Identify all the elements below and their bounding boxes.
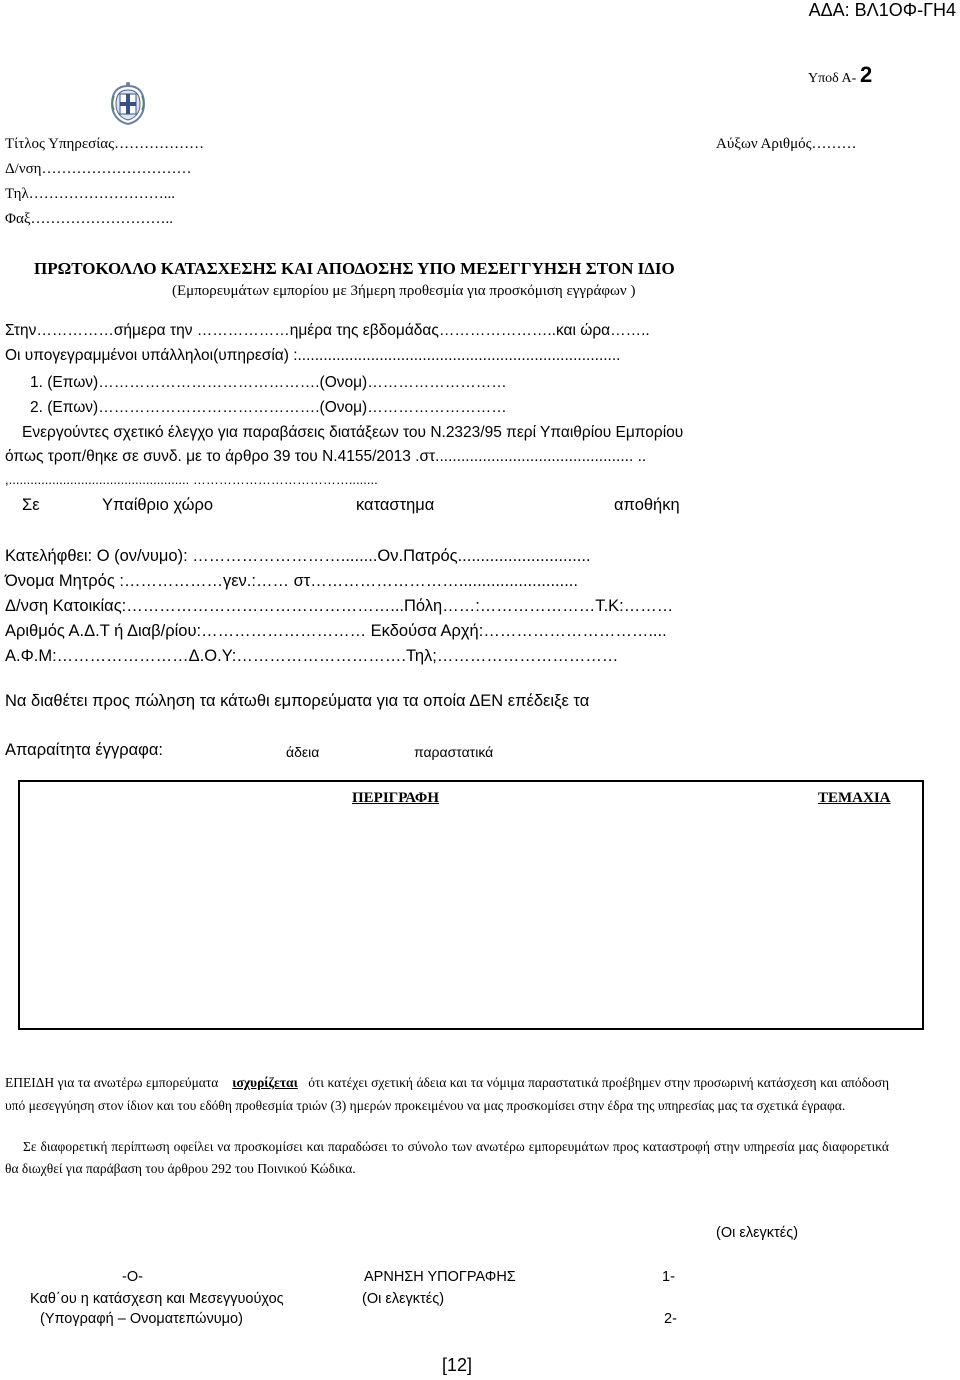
ada-stamp: ΑΔΑ: ΒΛ1ΟΦ-ΓΗ4 — [808, 0, 956, 20]
greek-emblem-icon — [108, 80, 148, 128]
place-option-outdoor: Υπαίθριο χώρο — [102, 496, 214, 514]
paragraph-part-d: σχετική άδεια και τα — [371, 1075, 484, 1090]
mother-name-line: Όνομα Μητρός :………………γεν.:…… στ……………………….......................... — [5, 572, 578, 590]
column-description: ΠΕΡΙΓΡΑΦΗ — [352, 790, 440, 806]
paragraph-rest: προέβημεν στην προσωρινή κατάσχεση και απόδοση υπό μεσεγγύηση στον ίδιον και του εδόθη προθεσμία τριών (3) ημερών προκειμένου να μας προσκομίσει στην έδρα της υπηρεσίας μας τα σχετικά έγραφα. — [5, 1075, 890, 1113]
place-option-warehouse: αποθήκη — [614, 496, 680, 514]
paragraph-part-e: νόμιμα παραστατικά — [486, 1075, 599, 1090]
id-number-line: Αριθμός Α.Δ.Τ ή Διαβ/ρίου:………………………… Εκδούσα Αρχή:………………………….... — [5, 622, 667, 640]
form-code-prefix: Υποδ Α- — [808, 71, 857, 86]
owner-label: -Ο- — [122, 1269, 143, 1285]
required-docs-license: άδεια — [286, 744, 320, 760]
destruction-paragraph: Σε διαφορετική περίπτωση οφείλει να προσκομίσει και παραδώσει το σύνολο των ανωτέρω εμπορευμάτων προς καταστροφή στην υπηρεσία μας διαφορετικά θα διωχθεί για παράβαση του άρθρου 292 του Ποινικού Κώδικα. — [5, 1139, 889, 1176]
serial-number: Αύξων Αριθμός……… — [716, 136, 857, 152]
document-subtitle: (Εμπορευμάτων εμπορίου με 3ήμερη προθεσμία για προσκόμιση εγγράφων ) — [172, 283, 636, 299]
legal-basis-line: Ενεργούντες σχετικό έλεγχο για παραβάσεις διατάξεων του Ν.2323/95 περί Υπαιθρίου Εμπορίου — [22, 424, 684, 441]
column-pieces: ΤΕΜΑΧΙΑ — [818, 790, 891, 806]
paragraph-part-a: ΕΠΕΙΔΗ για τα ανωτέρω εμπορεύματα — [5, 1075, 219, 1090]
refusal-label: ΑΡΝΗΣΗ ΥΠΟΓΡΑΦΗΣ — [364, 1269, 516, 1285]
service-phone: Τηλ………………………... — [5, 186, 175, 202]
caught-person-line: Κατελήφθει: Ο (ον/νυμο): ………………………........Ον.Πατρός............................. — [5, 547, 591, 565]
page-number: [12] — [442, 1355, 473, 1375]
inspector-2-number: 2- — [664, 1311, 677, 1327]
owner-signature-label: (Υπογραφή – Ονοματεπώνυμο) — [40, 1311, 243, 1327]
officer-2: 2. (Επων)…………………………………….(Ονομ)……………………… — [30, 399, 507, 416]
place-option-store: καταστημα — [356, 496, 435, 514]
form-code — [808, 62, 872, 88]
seizure-paragraph — [5, 1072, 889, 1116]
form-code-number: 2 — [860, 62, 873, 87]
inspector-1-number: 1- — [662, 1269, 675, 1285]
paragraph-part-c: ότι κατέχει — [308, 1075, 368, 1090]
service-address: Δ/νση………………………… — [5, 161, 192, 177]
goods-table — [18, 780, 924, 1030]
dotted-line: ,.................................................. ………………………………........ — [5, 472, 378, 487]
place-prefix: Σε — [22, 496, 40, 514]
residence-line: Δ/νση Κατοικίας:…………………………………………...Πόλη……:…………………Τ.Κ:……… — [5, 597, 674, 615]
offer-text: Να διαθέτει προς πώληση τα κάτωθι εμπορεύματα για τα οποία ΔΕΝ επέδειξε τα — [5, 692, 590, 710]
document-title: ΠΡΩΤΟΚΟΛΛΟ ΚΑΤΑΣΧΕΣΗΣ ΚΑΙ ΑΠΟΔΟΣΗΣ ΥΠΟ ΜΕΣΕΓΓΥΗΣΗ ΣΤΟΝ ΙΔΙΟ — [34, 259, 675, 278]
required-docs-label: Απαραίτητα έγγραφα: — [5, 741, 163, 759]
required-docs-receipts: παραστατικά — [414, 744, 494, 760]
paragraph-claims: ισχυρίζεται — [232, 1075, 298, 1090]
date-time-line: Στην……………σήμερα την ………………ημέρα της εβδομάδας…………………..και ώρα…….. — [5, 322, 650, 339]
officers-line: Οι υπογεγραμμένοι υπάλληλοι(υπηρεσία) :........................................................................... — [5, 347, 621, 364]
inspectors-top-label: (Οι ελεγκτές) — [716, 1225, 799, 1241]
inspectors-mid-label: (Οι ελεγκτές) — [362, 1291, 445, 1307]
officer-1: 1. (Επων)…………………………………….(Ονομ)……………………… — [30, 374, 507, 391]
service-title: Τίτλος Υπηρεσίας……………… — [5, 136, 205, 152]
service-fax: Φαξ……………………….. — [5, 211, 174, 227]
owner-role: Καθ΄ου η κατάσχεση και Μεσεγγυούχος — [30, 1291, 284, 1307]
tax-number-line: Α.Φ.Μ:……………………Δ.Ο.Υ:………………………….Τηλ;…………………………… — [5, 647, 619, 665]
legal-amendment-line: όπως τροπ/θηκε σε συνδ. με το άρθρο 39 του Ν.4155/2013 .στ.............................................. .. — [5, 448, 647, 465]
